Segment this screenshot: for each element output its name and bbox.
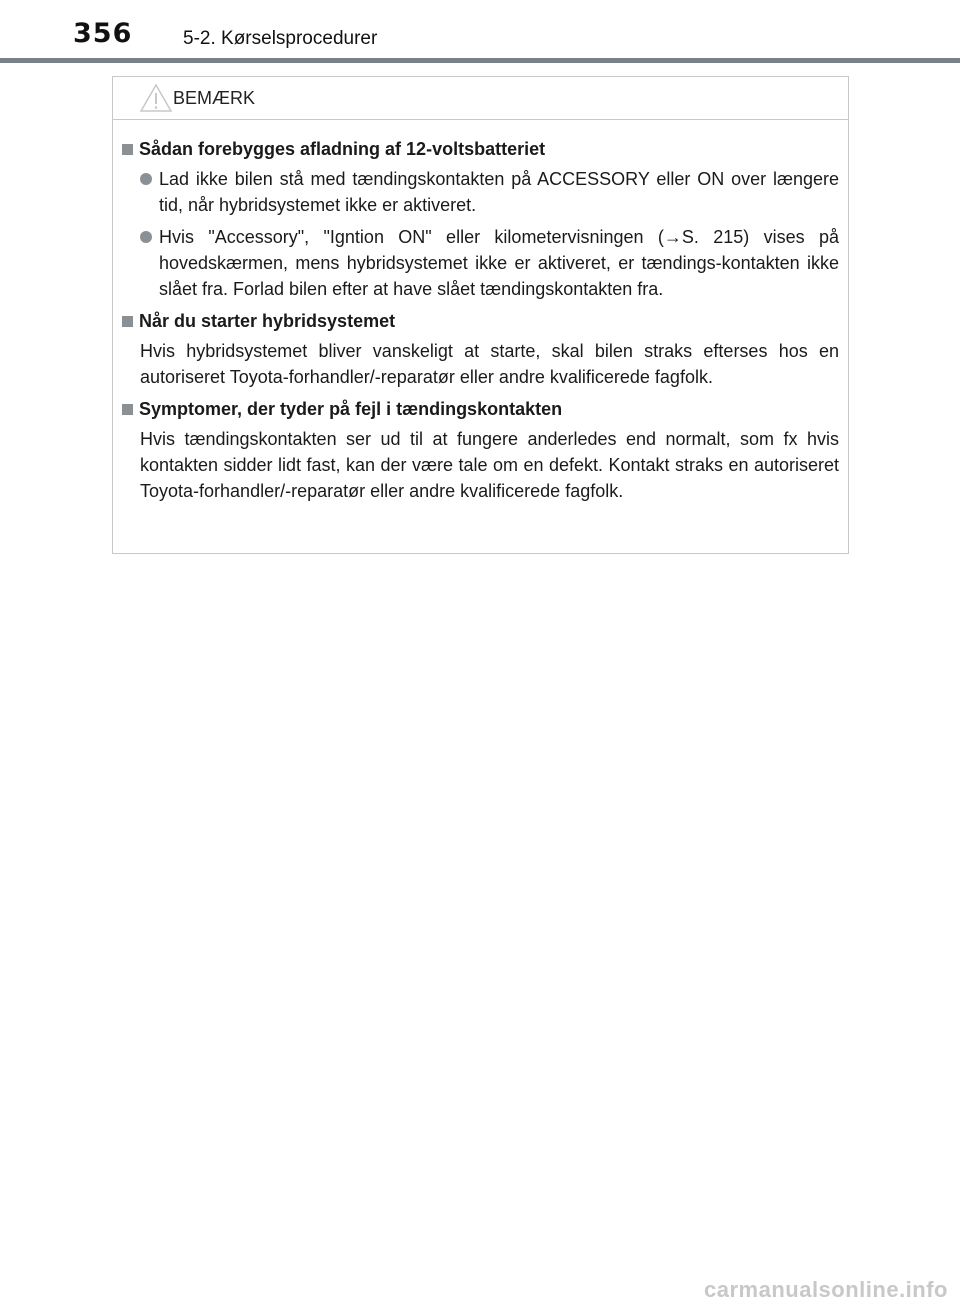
- list-item-text: Hvis "Accessory", "Igntion ON" eller kilometervisningen (→S. 215) vises på hovedskærmen, mens hybridsystemet ikke er aktiveret, er tændings-kontakten ikke slået fra. Forlad bilen efter at have slået tændingskontakten fra.: [159, 227, 839, 299]
- section-heading-text: Når du starter hybridsystemet: [139, 311, 396, 331]
- square-bullet-icon: [122, 144, 133, 155]
- notice-header: [113, 77, 848, 120]
- square-bullet-icon: [122, 316, 133, 327]
- round-bullet-icon: [140, 231, 152, 243]
- square-bullet-icon: [122, 404, 133, 415]
- round-bullet-icon: [140, 173, 152, 185]
- header-rule: [0, 58, 960, 63]
- section-heading-text: Sådan forebygges afladning af 12-voltsbatteriet: [139, 139, 546, 159]
- section-text: Hvis hybridsystemet bliver vanskeligt at starte, skal bilen straks efterses hos en autoriseret Toyota-forhandler/-reparatør eller andre kvalificerede fagfolk.: [140, 341, 839, 387]
- notice-body: [113, 120, 848, 504]
- section-heading: [122, 136, 839, 162]
- section-symptoms: [122, 396, 839, 504]
- list-item-text: Lad ikke bilen stå med tændingskontakten på ACCESSORY eller ON over længere tid, når hybridsystemet ikke er aktiveret.: [159, 169, 839, 215]
- notice-box: [112, 76, 849, 554]
- notice-title: BEMÆRK: [173, 88, 256, 108]
- section-battery: [122, 136, 839, 302]
- list-item: [122, 224, 839, 302]
- warning-triangle-icon: [139, 83, 173, 113]
- section-starting: [122, 308, 839, 390]
- section-heading: [122, 308, 839, 334]
- chapter-title: 5-2. Kørselsprocedurer: [183, 28, 378, 49]
- section-text: Hvis tændingskontakten ser ud til at fungere anderledes end normalt, som fx hvis kontakten sidder lidt fast, kan der være tale om en defekt. Kontakt straks en autoriseret Toyota-forhandler/-reparatør eller andre kvalificerede fagfolk.: [140, 429, 839, 501]
- section-heading: [122, 396, 839, 422]
- watermark: carmanualsonline.info: [704, 1277, 948, 1302]
- section-heading-text: Symptomer, der tyder på fejl i tændingskontakten: [139, 399, 563, 419]
- list-item: [122, 166, 839, 218]
- page-number: 356: [73, 18, 133, 49]
